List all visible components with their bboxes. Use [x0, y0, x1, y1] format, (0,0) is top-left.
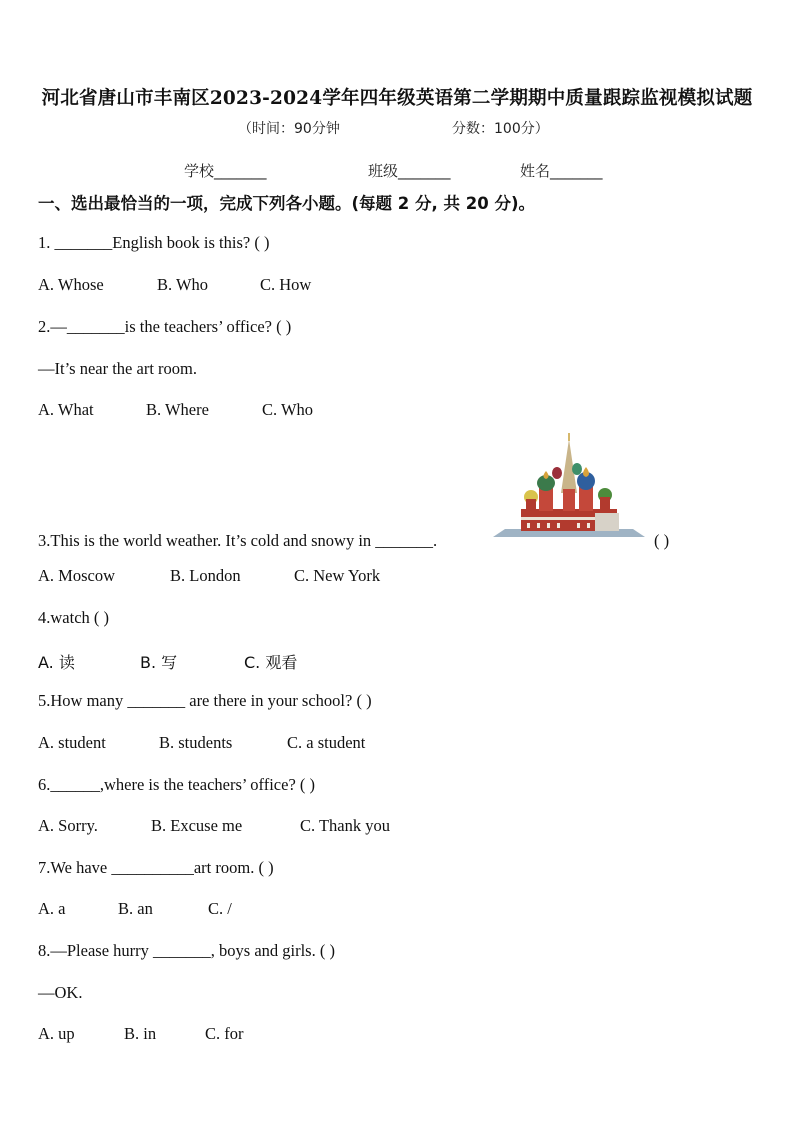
q3-option-a: A. Moscow [38, 566, 115, 585]
q8-option-b: B. in [124, 1024, 157, 1043]
page-title: 河北省唐山市丰南区2023-2024学年四年级英语第二学期期中质量跟踪监视模拟试题 [41, 88, 753, 109]
q3-option-c: C. New York [294, 566, 381, 585]
question-1: 1. _______English book is this? ( ) [38, 233, 270, 252]
q4-option-a: A. 读 [38, 653, 75, 672]
section-heading: 一、选出最恰当的一项，完成下列各小题。(每题 2 分, 共 20 分)。 [38, 194, 536, 213]
q3-option-b: B. London [170, 566, 241, 585]
q6-option-c: C. Thank you [300, 816, 390, 835]
question-3: 3.This is the world weather. It’s cold and snowy in _______. [38, 531, 438, 550]
q1-option-b: B. Who [157, 275, 209, 294]
question-7: 7.We have __________art room. ( ) [38, 858, 274, 877]
q7-option-c: C. / [208, 899, 232, 918]
school-field: 学校_______ [184, 162, 267, 180]
q8-option-a: A. up [38, 1024, 75, 1043]
q7-option-a: A. a [38, 899, 66, 918]
name-field: 姓名_______ [520, 162, 603, 180]
q8-option-c: C. for [205, 1024, 244, 1043]
q4-option-b: B. 写 [140, 653, 178, 672]
question-8: 8.—Please hurry _______, boys and girls. ( ) [38, 941, 335, 960]
question-5: 5.How many _______ are there in your school? ( ) [38, 691, 372, 710]
q4-option-c: C. 观看 [244, 653, 298, 672]
q2-option-b: B. Where [146, 400, 209, 419]
q6-option-a: A. Sorry. [38, 816, 98, 835]
class-field: 班级_______ [368, 162, 451, 180]
q7-option-b: B. an [118, 899, 153, 918]
st-basils-cathedral-icon [493, 433, 645, 539]
q1-option-c: C. How [260, 275, 312, 294]
exam-score: 分数：100分） [452, 121, 549, 137]
q6-option-b: B. Excuse me [151, 816, 243, 835]
question-2-answer-line: —It’s near the art room. [38, 359, 197, 378]
question-2: 2.—_______is the teachers’ office? ( ) [38, 317, 292, 336]
exam-time: （时间：90分钟 [238, 121, 340, 137]
q2-option-a: A. What [38, 400, 94, 419]
q1-option-a: A. Whose [38, 275, 104, 294]
q2-option-c: C. Who [262, 400, 314, 419]
q5-option-a: A. student [38, 733, 106, 752]
q5-option-c: C. a student [287, 733, 366, 752]
q5-option-b: B. students [159, 733, 233, 752]
question-8-answer-line: —OK. [38, 983, 83, 1002]
question-3-paren: ( ) [654, 531, 670, 550]
question-4: 4.watch ( ) [38, 608, 110, 627]
question-6: 6.______,where is the teachers’ office? ( ) [38, 775, 316, 794]
